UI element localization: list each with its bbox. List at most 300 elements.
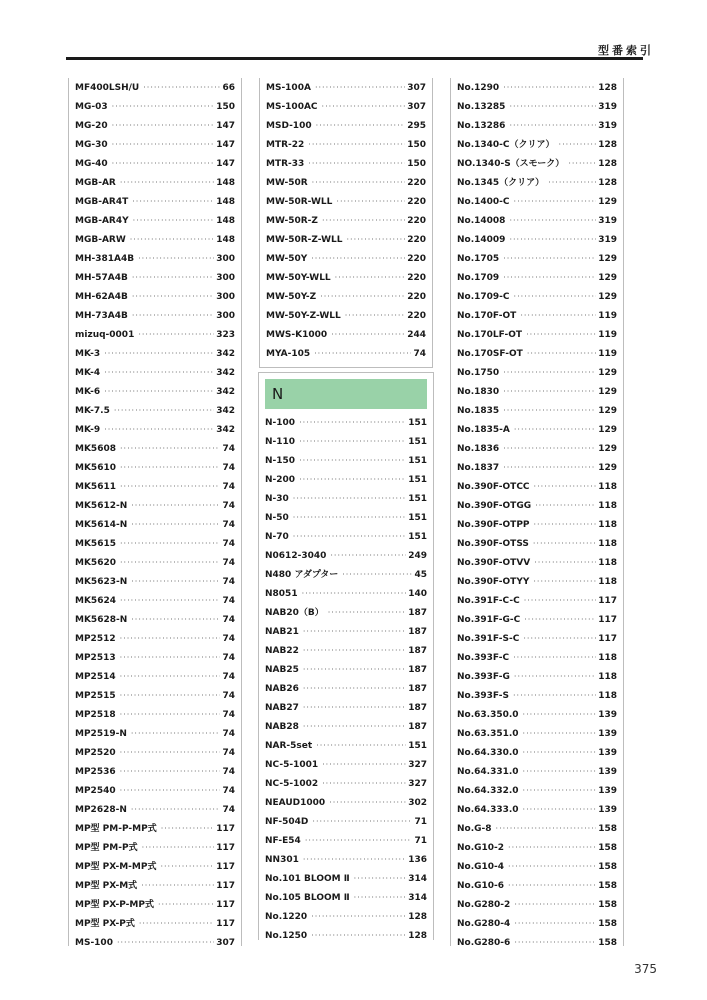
index-entry (266, 325, 426, 344)
model-number: MK5611 (75, 482, 116, 492)
index-entry (75, 781, 235, 800)
model-number: No.1220 (265, 912, 308, 922)
index-entry (75, 363, 235, 382)
dot-leader (354, 869, 407, 888)
model-number: No.390F-OTYY (457, 577, 530, 587)
page-reference: 342 (216, 425, 235, 435)
dot-leader (503, 268, 596, 287)
page-reference: 74 (222, 786, 235, 796)
dot-leader (503, 401, 596, 420)
index-entry (75, 553, 235, 572)
dot-leader (112, 154, 215, 173)
dot-leader (523, 781, 597, 800)
index-column-2-upper (260, 78, 432, 368)
dot-leader (342, 565, 412, 584)
model-number: MP型 PM-P-MP式 (75, 824, 157, 834)
dot-leader (303, 850, 406, 869)
page-reference: 117 (216, 881, 235, 891)
index-entry (265, 812, 427, 831)
model-number: No.13286 (457, 121, 506, 131)
page-reference: 129 (598, 425, 617, 435)
page-reference: 151 (408, 513, 427, 523)
model-number: NEAUD1000 (265, 798, 326, 808)
page-reference: 74 (222, 539, 235, 549)
index-entry (457, 895, 617, 914)
dot-leader (303, 679, 406, 698)
dot-leader (503, 78, 596, 97)
page-reference: 151 (408, 418, 427, 428)
page-reference: 158 (598, 843, 617, 853)
page-reference: 119 (598, 330, 617, 340)
index-entry (265, 793, 427, 812)
page-reference: 118 (598, 691, 617, 701)
index-entry (75, 876, 235, 895)
page-reference: 139 (598, 767, 617, 777)
index-entry (457, 401, 617, 420)
dot-leader (302, 584, 407, 603)
index-entry (265, 413, 427, 432)
dot-leader (509, 97, 596, 116)
page-reference: 74 (222, 748, 235, 758)
index-entry (75, 534, 235, 553)
index-entry (265, 451, 427, 470)
index-entry (75, 135, 235, 154)
index-entry (457, 838, 617, 857)
model-number: No.393F-C (457, 653, 510, 663)
dot-leader (335, 268, 406, 287)
page-reference: 187 (408, 627, 427, 637)
model-number: No.1709 (457, 273, 500, 283)
index-entry (75, 667, 235, 686)
index-entry (266, 135, 426, 154)
page-reference: 244 (407, 330, 426, 340)
index-entry (457, 648, 617, 667)
page-reference: 158 (598, 919, 617, 929)
index-entry (75, 420, 235, 439)
index-entry (457, 876, 617, 895)
model-number: NAB22 (265, 646, 299, 656)
model-number: NAB26 (265, 684, 299, 694)
page-reference: 295 (407, 121, 426, 131)
model-number: MTR-33 (266, 159, 305, 169)
page-reference: 129 (598, 292, 617, 302)
page-reference: 342 (216, 387, 235, 397)
model-number: MW-50Y-Z (266, 292, 317, 302)
dot-leader (508, 857, 596, 876)
dot-leader (311, 907, 406, 926)
model-number: No.13285 (457, 102, 506, 112)
index-entry (457, 800, 617, 819)
dot-leader (142, 838, 215, 857)
index-entry (457, 97, 617, 116)
model-number: MG-30 (75, 140, 108, 150)
model-number: N-200 (265, 475, 296, 485)
model-number: MK5614-N (75, 520, 128, 530)
index-entry (75, 705, 235, 724)
model-number: MSD-100 (266, 121, 312, 131)
page-reference: 128 (598, 178, 617, 188)
dot-leader (311, 926, 406, 945)
page-reference: 300 (216, 254, 235, 264)
dot-leader (509, 211, 596, 230)
model-number: No.170SF-OT (457, 349, 523, 359)
dot-leader (161, 819, 215, 838)
page-reference: 117 (216, 843, 235, 853)
index-entry (457, 211, 617, 230)
dot-leader (299, 413, 406, 432)
page-reference: 118 (598, 539, 617, 549)
model-number: MK5610 (75, 463, 116, 473)
dot-leader (120, 667, 221, 686)
page-reference: 129 (598, 368, 617, 378)
index-entry (457, 534, 617, 553)
page-reference: 300 (216, 292, 235, 302)
page-reference: 74 (222, 558, 235, 568)
model-number: NAR-5set (265, 741, 313, 751)
index-entry (265, 584, 427, 603)
model-number: MK-7.5 (75, 406, 110, 416)
dot-leader (131, 496, 220, 515)
page-reference: 74 (413, 349, 426, 359)
dot-leader (104, 344, 214, 363)
index-entry (75, 173, 235, 192)
dot-leader (534, 477, 597, 496)
index-entry (265, 508, 427, 527)
page-reference: 128 (408, 912, 427, 922)
dot-leader (316, 736, 406, 755)
index-entry (265, 679, 427, 698)
page-reference: 118 (598, 653, 617, 663)
index-list (451, 78, 623, 952)
dot-leader (523, 724, 597, 743)
index-entry (266, 249, 426, 268)
dot-leader (104, 363, 214, 382)
index-entry (457, 287, 617, 306)
index-entry (265, 869, 427, 888)
dot-leader (120, 534, 220, 553)
model-number: No.64.330.0 (457, 748, 519, 758)
index-entry (75, 249, 235, 268)
model-number: MW-50R-Z-WLL (266, 235, 343, 245)
page-reference: 187 (408, 722, 427, 732)
model-number: No.G10-6 (457, 881, 505, 891)
model-number: N-110 (265, 437, 296, 447)
index-entry (457, 819, 617, 838)
index-entry (75, 515, 235, 534)
page-reference: 147 (216, 159, 235, 169)
index-entry (265, 489, 427, 508)
page-reference: 74 (222, 577, 235, 587)
page-reference: 74 (222, 634, 235, 644)
model-number: No.390F-OTGG (457, 501, 532, 511)
model-number: MTR-22 (266, 140, 305, 150)
index-entry (265, 850, 427, 869)
model-number: No.63.351.0 (457, 729, 519, 739)
dot-leader (496, 819, 597, 838)
dot-leader (132, 287, 214, 306)
model-number: MP2514 (75, 672, 116, 682)
index-entry (457, 135, 617, 154)
model-number: MP2512 (75, 634, 116, 644)
dot-leader (514, 667, 596, 686)
page-reference: 300 (216, 311, 235, 321)
index-entry (75, 382, 235, 401)
model-number: NF-E54 (265, 836, 301, 846)
page-reference: 128 (598, 83, 617, 93)
dot-leader (120, 686, 221, 705)
index-entry (265, 432, 427, 451)
page-reference: 118 (598, 672, 617, 682)
page-reference: 139 (598, 729, 617, 739)
model-number: N0612-3040 (265, 551, 327, 561)
index-entry (266, 211, 426, 230)
model-number: MW-50R-Z (266, 216, 318, 226)
model-number: NC-5-1002 (265, 779, 319, 789)
dot-leader (509, 116, 596, 135)
index-entry (457, 439, 617, 458)
page-reference: 140 (408, 589, 427, 599)
index-entry (75, 914, 235, 933)
dot-leader (509, 230, 596, 249)
dot-leader (305, 831, 413, 850)
model-number: No.393F-G (457, 672, 510, 682)
dot-leader (120, 439, 220, 458)
index-entry (266, 230, 426, 249)
dot-leader (524, 610, 596, 629)
model-number: No.64.331.0 (457, 767, 519, 777)
model-number: No.1290 (457, 83, 500, 93)
dot-leader (354, 888, 407, 907)
dot-leader (293, 508, 406, 527)
model-number: MGB-AR (75, 178, 116, 188)
page-reference: 314 (408, 893, 427, 903)
dot-leader (131, 610, 220, 629)
index-entry (265, 641, 427, 660)
model-number: NN301 (265, 855, 299, 865)
model-number: MK5612-N (75, 501, 128, 511)
page-reference: 158 (598, 900, 617, 910)
dot-leader (299, 470, 406, 489)
dot-leader (138, 325, 214, 344)
model-number: MS-100AC (266, 102, 318, 112)
index-entry (75, 287, 235, 306)
model-number: N480 アダプター (265, 570, 339, 580)
index-entry (75, 819, 235, 838)
page-reference: 342 (216, 349, 235, 359)
dot-leader (523, 629, 596, 648)
model-number: NAB28 (265, 722, 299, 732)
index-column-3 (450, 78, 624, 946)
index-entry (457, 268, 617, 287)
index-entry (265, 603, 427, 622)
dot-leader (534, 515, 597, 534)
index-entry (75, 439, 235, 458)
dot-leader (347, 230, 406, 249)
index-entry (457, 192, 617, 211)
model-number: MYA-105 (266, 349, 311, 359)
index-entry (266, 287, 426, 306)
index-entry (457, 515, 617, 534)
index-entry (457, 78, 617, 97)
dot-leader (312, 173, 406, 192)
dot-leader (143, 78, 220, 97)
index-entry (266, 344, 426, 363)
page-reference: 117 (598, 596, 617, 606)
dot-leader (514, 933, 596, 952)
page-number: 375 (634, 962, 657, 976)
dot-leader (523, 743, 597, 762)
index-entry (457, 762, 617, 781)
page-reference: 74 (222, 767, 235, 777)
model-number: MF400LSH/U (75, 83, 140, 93)
model-number: No.G-8 (457, 824, 492, 834)
dot-leader (120, 477, 220, 496)
page-reference: 220 (407, 292, 426, 302)
page-reference: 74 (222, 729, 235, 739)
model-number: MW-50Y-WLL (266, 273, 331, 283)
model-number: No.1837 (457, 463, 500, 473)
page-reference: 117 (216, 862, 235, 872)
index-entry (75, 610, 235, 629)
dot-leader (131, 800, 221, 819)
index-title: 型番索引 (598, 44, 654, 57)
dot-leader (132, 192, 214, 211)
index-entry (457, 914, 617, 933)
model-number: MP型 PM-P式 (75, 843, 138, 853)
dot-leader (320, 287, 405, 306)
page-reference: 307 (407, 83, 426, 93)
model-number: MK-4 (75, 368, 101, 378)
page-reference: 307 (407, 102, 426, 112)
model-number: MGB-AR4Y (75, 216, 129, 226)
index-entry (266, 78, 426, 97)
index-entry (75, 230, 235, 249)
model-number: No.1340-C（クリア） (457, 140, 555, 150)
dot-leader (548, 173, 596, 192)
page-reference: 148 (216, 235, 235, 245)
page-reference: 128 (598, 159, 617, 169)
model-number: No.G280-4 (457, 919, 511, 929)
index-entry (266, 116, 426, 135)
index-entry (75, 154, 235, 173)
index-entry (457, 382, 617, 401)
model-number: No.390F-OTPP (457, 520, 530, 530)
index-entry (457, 857, 617, 876)
dot-leader (513, 648, 596, 667)
model-number: NAB21 (265, 627, 299, 637)
index-entry (457, 249, 617, 268)
dot-leader (139, 914, 214, 933)
model-number: NF-504D (265, 817, 309, 827)
page-reference: 187 (408, 665, 427, 675)
model-number: N-70 (265, 532, 289, 542)
model-number: MG-20 (75, 121, 108, 131)
model-number: MK5620 (75, 558, 116, 568)
page-reference: 74 (222, 520, 235, 530)
page-reference: 220 (407, 216, 426, 226)
dot-leader (141, 876, 214, 895)
page-reference: 151 (408, 494, 427, 504)
model-number: N-100 (265, 418, 296, 428)
page-reference: 74 (222, 596, 235, 606)
index-entry (457, 154, 617, 173)
page-reference: 129 (598, 406, 617, 416)
model-number: NAB27 (265, 703, 299, 713)
page-reference: 74 (222, 710, 235, 720)
page-reference: 220 (407, 273, 426, 283)
page-reference: 129 (598, 387, 617, 397)
index-entry (75, 895, 235, 914)
model-number: MGB-AR4T (75, 197, 129, 207)
model-number: NAB25 (265, 665, 299, 675)
dot-leader (299, 432, 406, 451)
index-entry (75, 344, 235, 363)
dot-leader (533, 572, 596, 591)
dot-leader (112, 135, 215, 154)
dot-leader (120, 458, 220, 477)
model-number: MP型 PX-M-MP式 (75, 862, 157, 872)
model-number: MP型 PX-P-MP式 (75, 900, 154, 910)
dot-leader (322, 211, 405, 230)
page-reference: 119 (598, 349, 617, 359)
dot-leader (114, 401, 214, 420)
page-reference: 148 (216, 197, 235, 207)
model-number: N-30 (265, 494, 289, 504)
dot-leader (120, 781, 221, 800)
index-entry (265, 527, 427, 546)
index-entry (75, 648, 235, 667)
index-entry (75, 401, 235, 420)
dot-leader (158, 895, 214, 914)
dot-leader (331, 325, 405, 344)
model-number: MK-3 (75, 349, 101, 359)
page-reference: 150 (407, 140, 426, 150)
model-number: No.G280-6 (457, 938, 511, 948)
page-reference: 71 (414, 836, 427, 846)
model-number: N-150 (265, 456, 296, 466)
page-reference: 148 (216, 178, 235, 188)
page-reference: 158 (598, 862, 617, 872)
model-number: N-50 (265, 513, 289, 523)
model-number: MK-9 (75, 425, 101, 435)
index-entry (75, 306, 235, 325)
index-entry (75, 325, 235, 344)
index-entry (266, 192, 426, 211)
index-entry (265, 907, 427, 926)
index-entry (265, 755, 427, 774)
model-number: No.63.350.0 (457, 710, 519, 720)
model-number: MG-03 (75, 102, 108, 112)
index-entry (266, 268, 426, 287)
dot-leader (503, 363, 596, 382)
index-entry (457, 496, 617, 515)
page-reference: 187 (408, 608, 427, 618)
model-number: No.14008 (457, 216, 506, 226)
model-number: MP2536 (75, 767, 116, 777)
index-entry (75, 116, 235, 135)
model-number: No.14009 (457, 235, 506, 245)
model-number: MWS-K1000 (266, 330, 328, 340)
index-entry (457, 591, 617, 610)
page-reference: 147 (216, 140, 235, 150)
index-entry (457, 420, 617, 439)
model-number: No.G10-4 (457, 862, 505, 872)
dot-leader (303, 622, 406, 641)
page-reference: 327 (408, 779, 427, 789)
page-reference: 342 (216, 406, 235, 416)
model-number: No.G280-2 (457, 900, 511, 910)
index-entry (75, 857, 235, 876)
